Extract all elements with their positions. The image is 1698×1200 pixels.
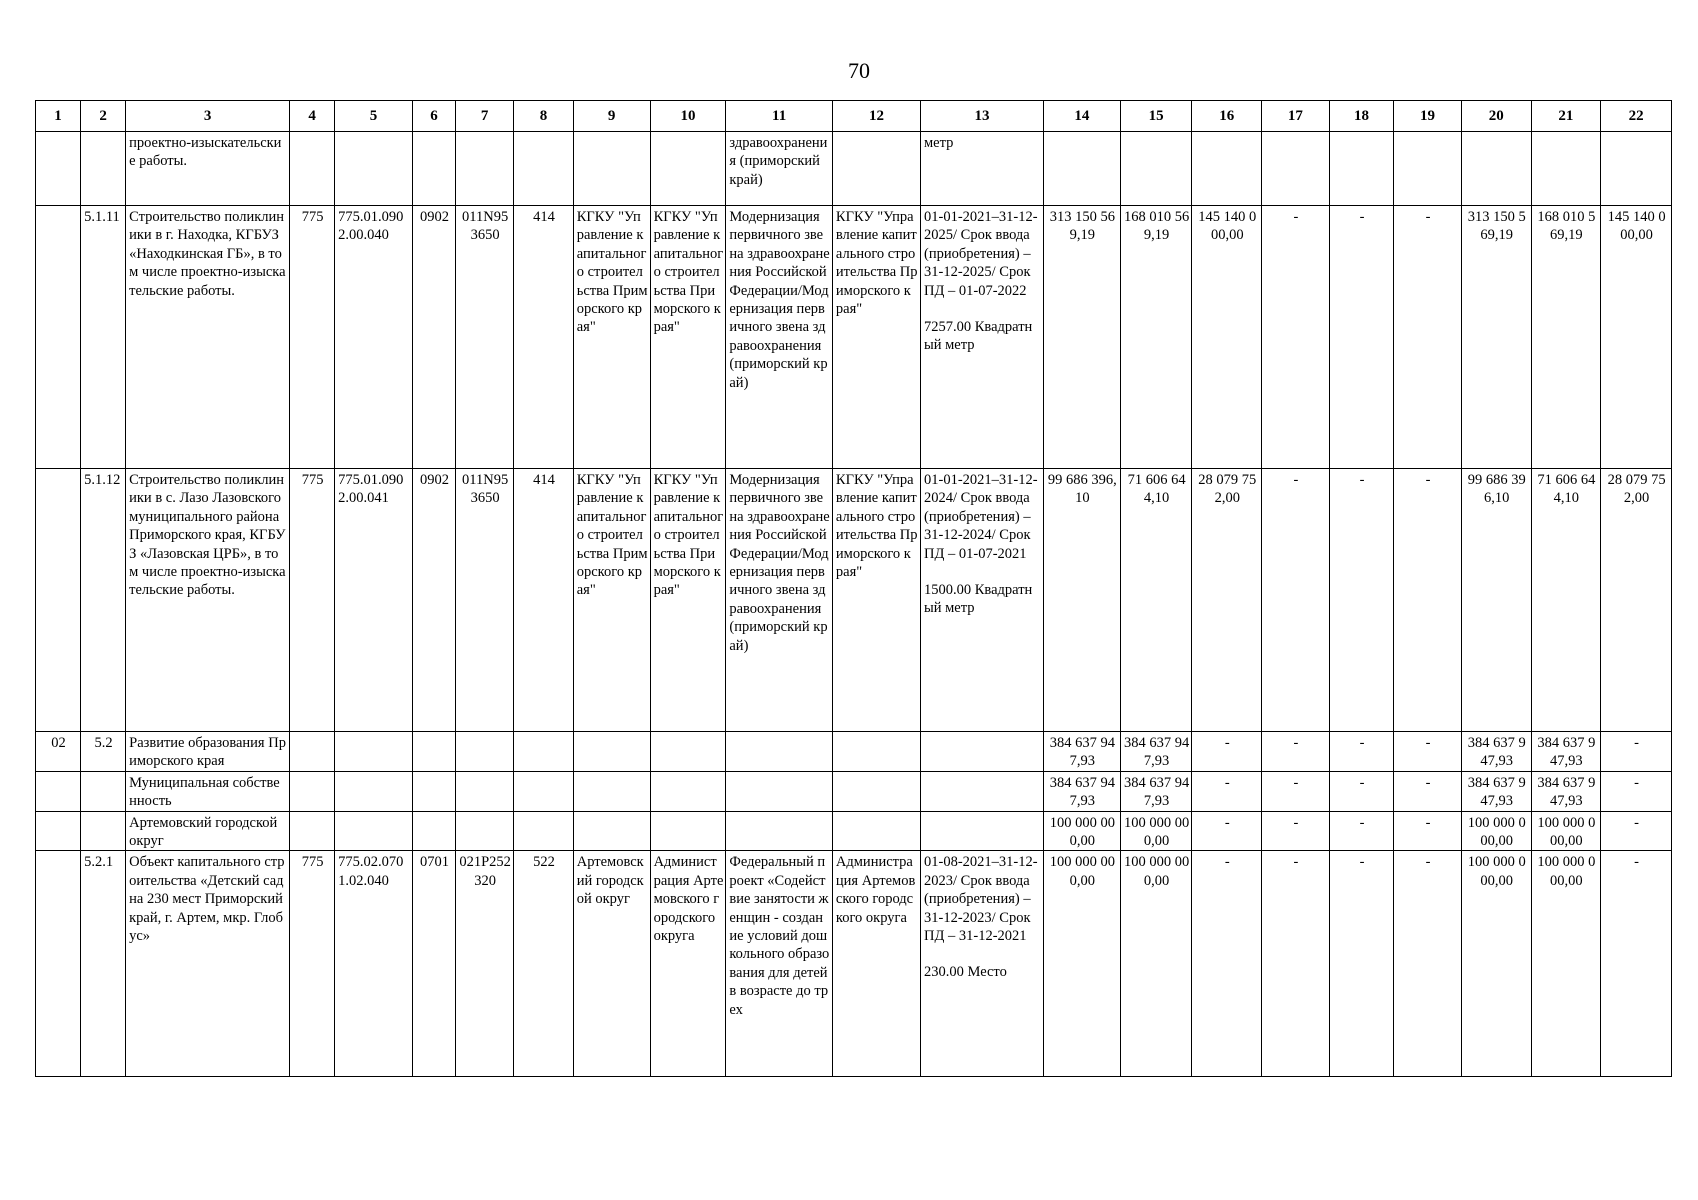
cell-col10: КГКУ "Управление капитального строительства Приморского края" [650, 469, 726, 732]
cell-col15: 100 000 000,00 [1120, 811, 1192, 851]
cell-project: здравоохранения (приморский край) [726, 132, 833, 206]
cell-object-name: проектно-изыскательские работы. [126, 132, 290, 206]
cell-col15: 100 000 000,00 [1120, 851, 1192, 1077]
cell-col20: 100 000 000,00 [1461, 851, 1531, 1077]
cell-col6: 0902 [412, 206, 455, 469]
cell-col17: - [1262, 732, 1330, 772]
terms-capacity: 230.00 Место [924, 964, 1007, 981]
cell-col18: - [1329, 206, 1394, 469]
col-header: 7 [455, 101, 513, 132]
terms-dates: 01-08-2021–31-12-2023/ Срок ввода (приобретения) – 31-12-2023/ Срок ПД – 31-12-2021 [924, 854, 1038, 945]
cell-col1 [36, 771, 81, 811]
cell-col19: - [1394, 851, 1462, 1077]
cell-project: Модернизация первичного звена здравоохранения Российской Федерации/Модернизация первичного звена здравоохранения (приморский край) [726, 206, 833, 469]
cell-col21: 71 606 644,10 [1531, 469, 1601, 732]
col-header: 14 [1043, 101, 1120, 132]
cell-col14: 99 686 396,10 [1043, 469, 1120, 732]
cell-code: 5.2.1 [81, 851, 126, 1077]
cell-col7: 021P252320 [455, 851, 513, 1077]
cell-col4: 775 [290, 851, 335, 1077]
cell-col14: 313 150 569,19 [1043, 206, 1120, 469]
col-header: 12 [832, 101, 920, 132]
cell-object-name: Муниципальная собственность [126, 771, 290, 811]
cell-col22: 28 079 752,00 [1601, 469, 1672, 732]
cell-project: Федеральный проект «Содействие занятости женщин - создание условий дошкольного образования для детей в возрасте до трех [726, 851, 833, 1077]
col-header: 5 [335, 101, 413, 132]
cell-col18: - [1329, 811, 1394, 851]
cell-col1 [36, 132, 81, 206]
col-header: 4 [290, 101, 335, 132]
cell-terms [921, 469, 1044, 732]
cell-col22: - [1601, 732, 1672, 772]
col-header: 10 [650, 101, 726, 132]
table-row [36, 811, 1672, 851]
budget-table [35, 100, 1672, 1077]
cell-col15: 384 637 947,93 [1120, 771, 1192, 811]
cell-col9: КГКУ "Управление капитального строительства Приморского края" [573, 469, 650, 732]
cell-col16: - [1192, 732, 1262, 772]
cell-col16: - [1192, 811, 1262, 851]
cell-col20: 384 637 947,93 [1461, 732, 1531, 772]
cell-object-name: Строительство поликлиники в с. Лазо Лазовского муниципального района Приморского края, КГБУЗ «Лазовская ЦРБ», в том числе проектно-изыскательские работы. [126, 469, 290, 732]
cell-col6: 0902 [412, 469, 455, 732]
cell-col16: - [1192, 851, 1262, 1077]
cell-col14: 100 000 000,00 [1043, 851, 1120, 1077]
table-row [36, 771, 1672, 811]
cell-code: 5.1.12 [81, 469, 126, 732]
cell-col18: - [1329, 469, 1394, 732]
col-header: 13 [921, 101, 1044, 132]
cell-col12: Администрация Артемовского городского округа [832, 851, 920, 1077]
col-header: 1 [36, 101, 81, 132]
cell-col19: - [1394, 811, 1462, 851]
page-number: 70 [848, 58, 870, 83]
cell-col1 [36, 811, 81, 851]
cell-col20: 384 637 947,93 [1461, 771, 1531, 811]
terms-capacity: 7257.00 Квадратный метр [924, 319, 1033, 354]
cell-col7: 011N953650 [455, 469, 513, 732]
table-row [36, 469, 1672, 732]
col-header: 20 [1461, 101, 1531, 132]
col-header: 8 [514, 101, 573, 132]
cell-col12: КГКУ "Управление капитального строительства Приморского края" [832, 469, 920, 732]
cell-col10: Администрация Артемовского городского округа [650, 851, 726, 1077]
cell-terms: метр [921, 132, 1044, 206]
cell-terms [921, 206, 1044, 469]
cell-col17: - [1262, 851, 1330, 1077]
col-header: 6 [412, 101, 455, 132]
cell-col9: КГКУ "Управление капитального строительства Приморского края" [573, 206, 650, 469]
cell-object-name: Артемовский городской округ [126, 811, 290, 851]
cell-code: 5.2 [81, 732, 126, 772]
cell-col20: 99 686 396,10 [1461, 469, 1531, 732]
col-header: 16 [1192, 101, 1262, 132]
col-header: 21 [1531, 101, 1601, 132]
cell-col5: 775.01.0902.00.040 [335, 206, 413, 469]
table-row [36, 851, 1672, 1077]
cell-col22: - [1601, 811, 1672, 851]
cell-terms [921, 851, 1044, 1077]
cell-col19: - [1394, 732, 1462, 772]
cell-col8: 522 [514, 851, 573, 1077]
cell-col18: - [1329, 732, 1394, 772]
cell-col22: - [1601, 771, 1672, 811]
cell-code [81, 811, 126, 851]
col-header: 3 [126, 101, 290, 132]
cell-project: Модернизация первичного звена здравоохранения Российской Федерации/Модернизация первичного звена здравоохранения (приморский край) [726, 469, 833, 732]
cell-col15: 384 637 947,93 [1120, 732, 1192, 772]
cell-col21: 384 637 947,93 [1531, 732, 1601, 772]
cell-col20: 313 150 569,19 [1461, 206, 1531, 469]
col-header: 18 [1329, 101, 1394, 132]
cell-col1 [36, 851, 81, 1077]
table-row [36, 132, 1672, 206]
cell-col9: Артемовский городской округ [573, 851, 650, 1077]
cell-col21: 100 000 000,00 [1531, 811, 1601, 851]
cell-col18: - [1329, 851, 1394, 1077]
cell-col20: 100 000 000,00 [1461, 811, 1531, 851]
cell-col14: 384 637 947,93 [1043, 771, 1120, 811]
cell-col6: 0701 [412, 851, 455, 1077]
table-row [36, 732, 1672, 772]
cell-col8: 414 [514, 469, 573, 732]
cell-col21: 100 000 000,00 [1531, 851, 1601, 1077]
col-header: 15 [1120, 101, 1192, 132]
col-header: 2 [81, 101, 126, 132]
terms-dates: 01-01-2021–31-12-2024/ Срок ввода (приобретения) – 31-12-2024/ Срок ПД – 01-07-2021 [924, 472, 1038, 562]
cell-col17: - [1262, 771, 1330, 811]
table-row [36, 206, 1672, 469]
cell-col4: 775 [290, 469, 335, 732]
col-header: 9 [573, 101, 650, 132]
cell-col12: КГКУ "Управление капитального строительства Приморского края" [832, 206, 920, 469]
cell-col18: - [1329, 771, 1394, 811]
cell-col7: 011N953650 [455, 206, 513, 469]
cell-col15: 71 606 644,10 [1120, 469, 1192, 732]
header-row [36, 101, 1672, 132]
cell-col16: 145 140 000,00 [1192, 206, 1262, 469]
cell-col1: 02 [36, 732, 81, 772]
cell-col10: КГКУ "Управление капитального строительства Приморского края" [650, 206, 726, 469]
cell-col5: 775.01.0902.00.041 [335, 469, 413, 732]
cell-code [81, 771, 126, 811]
col-header: 11 [726, 101, 833, 132]
cell-col14: 384 637 947,93 [1043, 732, 1120, 772]
cell-col15: 168 010 569,19 [1120, 206, 1192, 469]
cell-col22: 145 140 000,00 [1601, 206, 1672, 469]
cell-code: 5.1.11 [81, 206, 126, 469]
cell-col17: - [1262, 811, 1330, 851]
terms-dates: 01-01-2021–31-12-2025/ Срок ввода (приобретения) – 31-12-2025/ Срок ПД – 01-07-2022 [924, 209, 1038, 299]
terms-capacity: 1500.00 Квадратный метр [924, 582, 1033, 617]
cell-col16: - [1192, 771, 1262, 811]
cell-col19: - [1394, 771, 1462, 811]
cell-col17: - [1262, 469, 1330, 732]
cell-col1 [36, 469, 81, 732]
col-header: 22 [1601, 101, 1672, 132]
cell-col16: 28 079 752,00 [1192, 469, 1262, 732]
cell-col19: - [1394, 206, 1462, 469]
cell-object-name: Развитие образования Приморского края [126, 732, 290, 772]
cell-object-name: Строительство поликлиники в г. Находка, КГБУЗ «Находкинская ГБ», в том числе проектно-изыскательские работы. [126, 206, 290, 469]
cell-col14: 100 000 000,00 [1043, 811, 1120, 851]
cell-col22: - [1601, 851, 1672, 1077]
cell-col4: 775 [290, 206, 335, 469]
cell-col8: 414 [514, 206, 573, 469]
cell-object-name: Объект капитального строительства «Детский сад на 230 мест Приморский край, г. Артем, мкр. Глобус» [126, 851, 290, 1077]
cell-col21: 168 010 569,19 [1531, 206, 1601, 469]
cell-col19: - [1394, 469, 1462, 732]
cell-col5: 775.02.0701.02.040 [335, 851, 413, 1077]
cell-col2 [81, 132, 126, 206]
cell-col17: - [1262, 206, 1330, 469]
cell-col21: 384 637 947,93 [1531, 771, 1601, 811]
col-header: 19 [1394, 101, 1462, 132]
col-header: 17 [1262, 101, 1330, 132]
cell-col1 [36, 206, 81, 469]
